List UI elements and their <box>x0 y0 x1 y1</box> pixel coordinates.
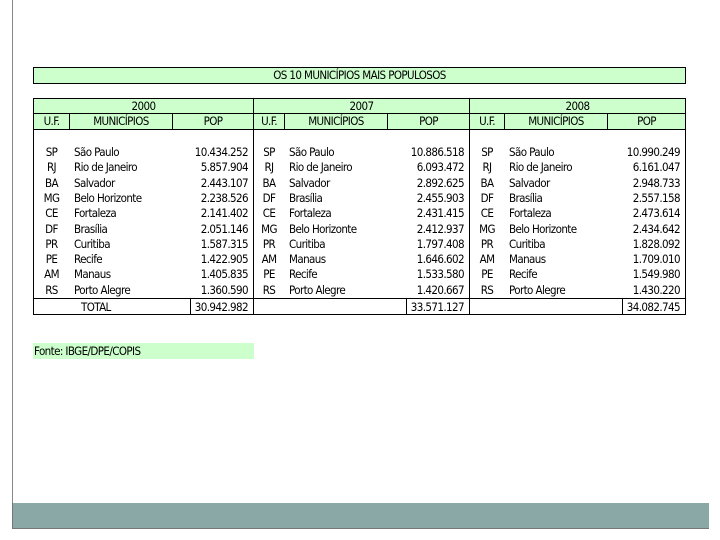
pop-cell: 1.549.980 <box>632 267 680 282</box>
table-row <box>470 160 685 175</box>
table-row <box>254 267 469 282</box>
uf-cell: BA <box>480 175 494 190</box>
municipio-cell: São Paulo <box>74 145 119 159</box>
municipio-cell: São Paulo <box>509 145 554 159</box>
table-row <box>254 283 469 298</box>
uf-cell: PE <box>45 252 58 267</box>
municipios-header: MUNICÍPIOS <box>69 114 173 129</box>
municipio-cell: Curitiba <box>289 236 325 251</box>
table-row <box>34 283 253 298</box>
uf-cell: PR <box>45 236 58 251</box>
table-row <box>470 252 685 267</box>
municipio-cell: Fortaleza <box>289 206 332 221</box>
pop-cell: 1.646.602 <box>416 252 464 267</box>
pop-cell: 6.161.047 <box>632 160 680 175</box>
year-group-2007 <box>254 99 470 314</box>
table-row <box>254 160 469 175</box>
year-header: 2000 <box>34 99 253 114</box>
pop-cell: 2.412.937 <box>416 221 464 236</box>
uf-header: U.F. <box>261 114 277 128</box>
total-row <box>254 298 469 315</box>
uf-cell: RS <box>480 282 494 297</box>
uf-cell: RJ <box>482 160 492 175</box>
pop-cell: 1.405.835 <box>200 267 248 282</box>
municipio-cell: Rio de Janeiro <box>289 160 353 175</box>
table-row <box>254 176 469 191</box>
total-row <box>470 298 685 315</box>
municipio-cell: Fortaleza <box>509 206 552 221</box>
municipio-cell: Rio de Janeiro <box>74 160 138 175</box>
pop-cell: 10.886.518 <box>410 145 464 159</box>
pop-cell: 2.431.415 <box>416 206 464 221</box>
municipio-cell: Salvador <box>74 175 115 190</box>
year-header: 2007 <box>254 99 469 114</box>
uf-cell: PE <box>263 267 275 282</box>
table-row <box>470 145 685 160</box>
table-row <box>34 237 253 252</box>
table-row <box>470 206 685 221</box>
table-row <box>254 145 469 160</box>
pop-cell: 2.948.733 <box>632 175 680 190</box>
uf-cell: SP <box>481 145 493 159</box>
table-row <box>34 176 253 191</box>
uf-cell: AM <box>479 252 495 267</box>
municipio-cell: Brasília <box>289 190 323 205</box>
uf-cell: PR <box>262 236 276 251</box>
pop-header: POP <box>203 114 223 128</box>
table-title: OS 10 MUNICÍPIOS MAIS POPULOSOS <box>33 67 686 84</box>
municipio-cell: Manaus <box>74 267 111 282</box>
population-table <box>33 98 686 315</box>
table-row <box>34 252 253 267</box>
uf-cell: DF <box>262 190 276 205</box>
municipio-cell: Recife <box>509 267 538 282</box>
municipio-cell: Salvador <box>509 175 550 190</box>
pop-cell: 5.857.904 <box>200 160 248 175</box>
table-row <box>34 206 253 221</box>
pop-header: POP <box>637 114 656 128</box>
uf-cell: BA <box>45 175 58 190</box>
uf-header: U.F. <box>479 114 495 128</box>
uf-cell: MG <box>479 221 495 236</box>
uf-header: U.F. <box>43 114 60 128</box>
slide-left-border <box>12 0 13 503</box>
municipio-cell: Salvador <box>289 175 330 190</box>
uf-cell: MG <box>43 190 60 205</box>
pop-cell: 1.709.010 <box>632 252 680 267</box>
pop-cell: 10.434.252 <box>194 145 248 159</box>
pop-cell: 1.533.580 <box>416 267 464 282</box>
table-row <box>254 237 469 252</box>
municipio-cell: Porto Alegre <box>289 282 346 297</box>
uf-cell: CE <box>262 206 276 221</box>
uf-cell: SP <box>263 145 275 159</box>
municipio-cell: Curitiba <box>509 236 545 251</box>
pop-cell: 1.430.220 <box>632 282 680 297</box>
year-group-2008 <box>470 99 685 314</box>
table-row <box>34 222 253 237</box>
table-row <box>470 191 685 206</box>
pop-cell: 2.557.158 <box>632 190 680 205</box>
uf-cell: RS <box>45 282 58 297</box>
municipios-header: MUNICÍPIOS <box>504 114 608 129</box>
pop-cell: 2.443.107 <box>200 175 248 190</box>
column-headers <box>34 114 253 130</box>
uf-cell: RJ <box>264 160 274 175</box>
municipio-cell: Porto Alegre <box>509 282 566 297</box>
table-row <box>34 267 253 282</box>
pop-cell: 6.093.472 <box>416 160 464 175</box>
year-group-2000 <box>34 99 254 314</box>
pop-cell: 1.797.408 <box>416 236 464 251</box>
pop-cell: 1.420.667 <box>416 282 464 297</box>
pop-header: POP <box>419 114 438 128</box>
uf-cell: CE <box>45 206 58 221</box>
municipio-cell: Belo Horizonte <box>289 221 357 236</box>
pop-cell: 2.238.526 <box>200 190 248 205</box>
uf-cell: PR <box>480 236 494 251</box>
pop-cell: 1.422.905 <box>200 252 248 267</box>
pop-cell: 1.828.092 <box>632 236 680 251</box>
municipio-cell: Manaus <box>509 252 546 267</box>
table-row <box>254 206 469 221</box>
column-headers <box>254 114 469 130</box>
table-row <box>254 191 469 206</box>
pop-cell: 1.587.315 <box>200 236 248 251</box>
municipio-cell: Recife <box>74 252 103 267</box>
pop-cell: 2.434.642 <box>632 221 680 236</box>
pop-cell: 2.892.625 <box>416 175 464 190</box>
uf-cell: DF <box>480 190 494 205</box>
uf-cell: RS <box>262 282 276 297</box>
total-label: TOTAL <box>81 300 111 314</box>
slide-footer-bar <box>12 503 709 529</box>
municipio-cell: Brasília <box>74 221 108 236</box>
municipio-cell: Recife <box>289 267 318 282</box>
table-row <box>34 160 253 175</box>
uf-cell: BA <box>262 175 276 190</box>
municipio-cell: Brasília <box>509 190 543 205</box>
municipio-cell: Porto Alegre <box>74 282 131 297</box>
total-value: 34.082.745 <box>622 299 680 315</box>
uf-cell: DF <box>45 221 58 236</box>
source-note: Fonte: IBGE/DPE/COPIS <box>33 343 254 359</box>
table-row <box>470 222 685 237</box>
pop-cell: 2.051.146 <box>200 221 248 236</box>
year-header: 2008 <box>470 99 685 114</box>
pop-cell: 2.141.402 <box>200 206 248 221</box>
table-row <box>34 145 253 160</box>
table-row <box>470 176 685 191</box>
municipio-cell: Curitiba <box>74 236 110 251</box>
municipio-cell: Belo Horizonte <box>74 190 142 205</box>
uf-cell: RJ <box>46 160 57 175</box>
table-row <box>470 283 685 298</box>
table-row <box>254 252 469 267</box>
uf-cell: MG <box>261 221 277 236</box>
pop-cell: 2.473.614 <box>632 206 680 221</box>
pop-cell: 2.455.903 <box>416 190 464 205</box>
column-headers <box>470 114 685 130</box>
municipio-cell: Fortaleza <box>74 206 117 221</box>
total-value: 33.571.127 <box>406 299 464 315</box>
municipio-cell: Belo Horizonte <box>509 221 577 236</box>
municipio-cell: São Paulo <box>289 145 334 159</box>
table-row <box>34 191 253 206</box>
municipio-cell: Rio de Janeiro <box>509 160 573 175</box>
table-row <box>470 267 685 282</box>
uf-cell: PE <box>481 267 493 282</box>
municipio-cell: Manaus <box>289 252 326 267</box>
municipios-header: MUNICÍPIOS <box>284 114 388 129</box>
total-row <box>34 298 253 315</box>
pop-cell: 1.360.590 <box>200 282 248 297</box>
uf-cell: AM <box>44 267 59 282</box>
pop-cell: 10.990.249 <box>626 145 680 159</box>
table-row <box>470 237 685 252</box>
total-value: 30.942.982 <box>190 299 248 315</box>
uf-cell: SP <box>45 145 58 159</box>
uf-cell: CE <box>480 206 494 221</box>
uf-cell: AM <box>261 252 277 267</box>
table-row <box>254 222 469 237</box>
